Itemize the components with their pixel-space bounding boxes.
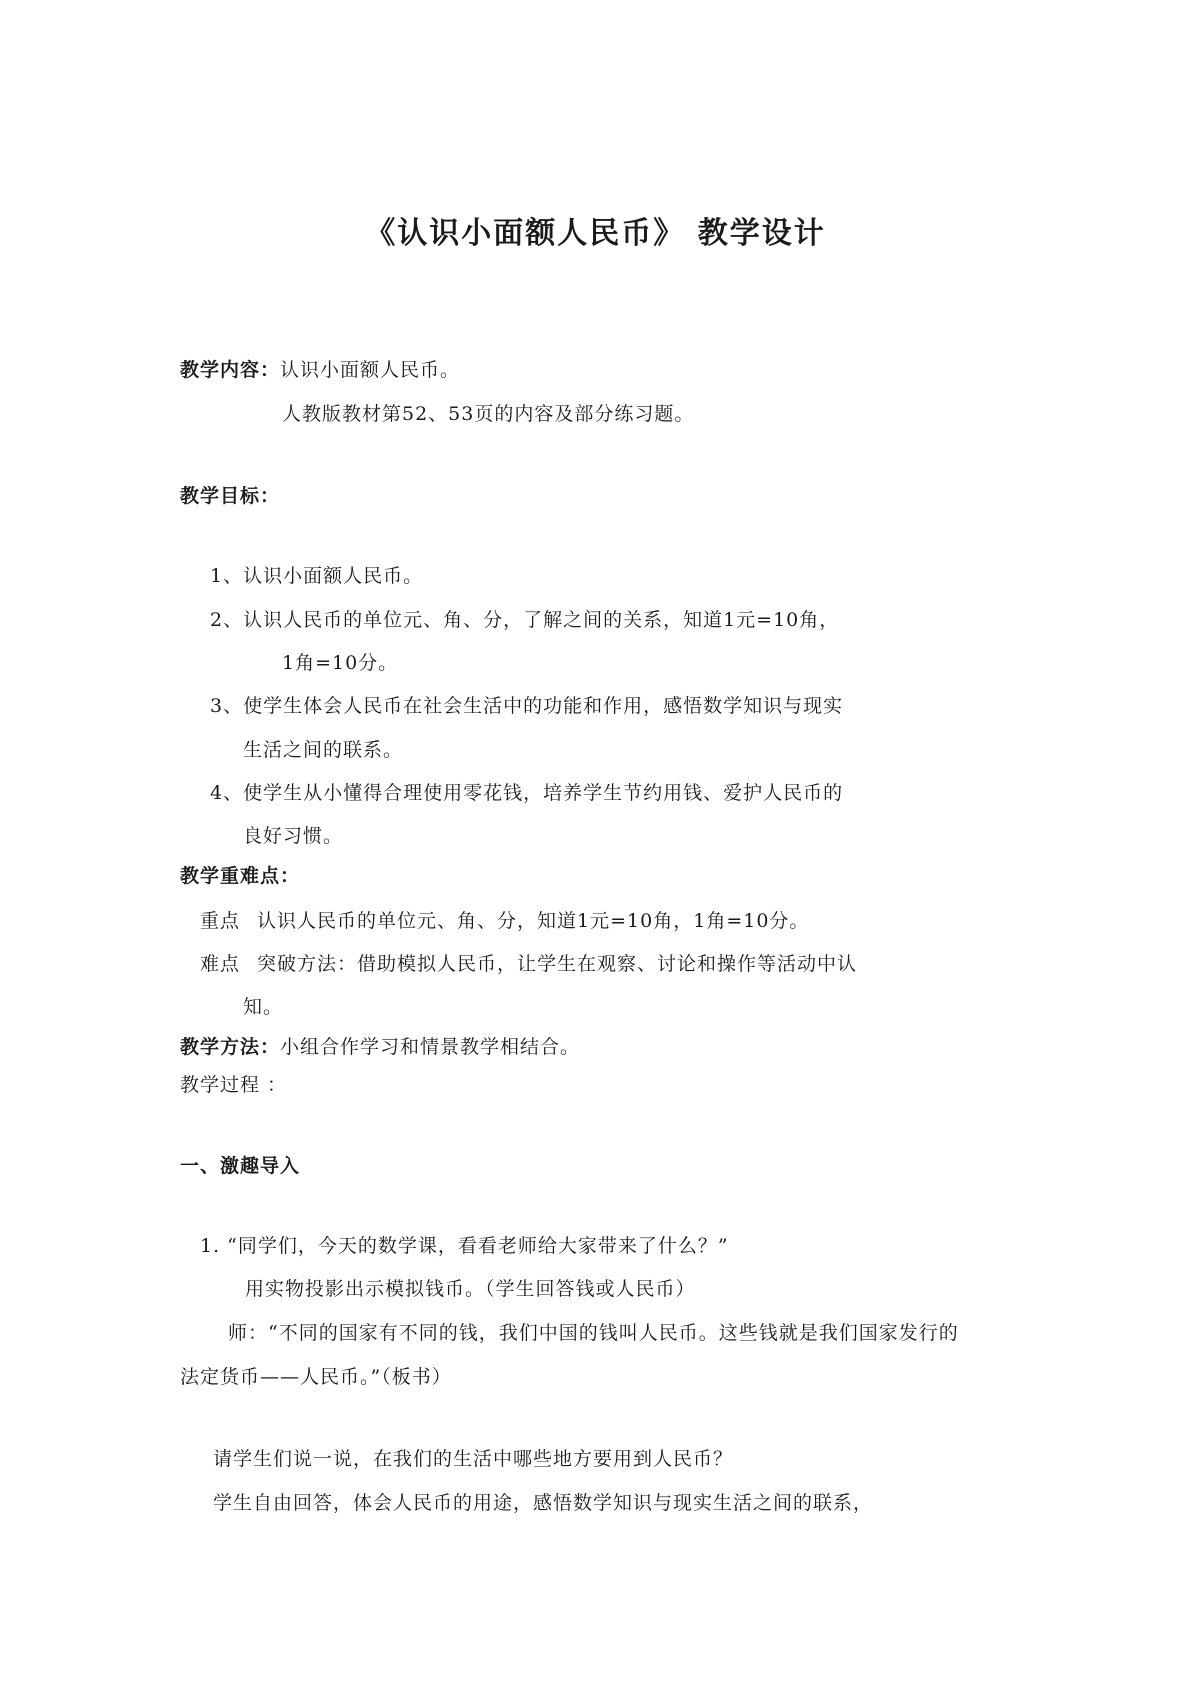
process-label: 教学过程 ： [180, 1074, 288, 1096]
method-text: 小组合作学习和情景教学相结合。 [280, 1036, 581, 1058]
content-text-2: 人教版教材第52、53页的内容及部分练习题。 [282, 403, 695, 425]
keypoints-label: 教学重难点： [180, 865, 301, 887]
document-title: 《认识小面额人民币》 教学设计 [365, 216, 826, 251]
objective-item-3a: 3、使学生体会人民币在社会生活中的功能和作用，感悟数学知识与现实 [210, 695, 844, 717]
section-1-paragraph-5: 请学生们说一说，在我们的生活中哪些地方要用到人民币？ [213, 1448, 734, 1470]
section-1-heading: 一、激趣导入 [180, 1155, 301, 1177]
keypoint-key: 重点 认识人民币的单位元、角、分，知道1元=10角，1角=10分。 [200, 910, 810, 932]
method-label: 教学方法： [180, 1036, 281, 1058]
keypoint-difficult-b: 知。 [243, 996, 284, 1018]
section-1-paragraph-6: 学生自由回答，体会人民币的用途，感悟数学知识与现实生活之间的联系， [213, 1492, 874, 1514]
objective-item-3b: 生活之间的联系。 [243, 739, 404, 761]
content-text-1: 认识小面额人民币。 [280, 359, 461, 381]
objective-item-4a: 4、使学生从小懂得合理使用零花钱，培养学生节约用钱、爱护人民币的 [210, 782, 844, 804]
objective-item-4b: 良好习惯。 [243, 825, 344, 847]
content-label: 教学内容： [180, 359, 281, 381]
section-1-paragraph-4: 法定货币——人民币。”（板书） [180, 1366, 452, 1388]
section-1-paragraph-1: 1. “同学们，今天的数学课，看看老师给大家带来了什么？” [200, 1235, 729, 1257]
objective-item-2b: 1角=10分。 [282, 652, 399, 674]
method-line [180, 1034, 580, 1060]
section-1-paragraph-3: 师：“不同的国家有不同的钱，我们中国的钱叫人民币。这些钱就是我们国家发行的 [228, 1322, 959, 1344]
content-line [180, 357, 460, 383]
objective-item-2a: 2、认识人民币的单位元、角、分，了解之间的关系，知道1元=10角， [210, 609, 840, 631]
section-1-paragraph-2: 用实物投影出示模拟钱币。（学生回答钱或人民币） [245, 1278, 696, 1300]
objectives-label: 教学目标： [180, 485, 281, 507]
objective-item-1: 1、认识小面额人民币。 [210, 565, 424, 587]
keypoint-difficult-a: 难点 突破方法：借助模拟人民币，让学生在观察、讨论和操作等活动中认 [200, 953, 858, 975]
